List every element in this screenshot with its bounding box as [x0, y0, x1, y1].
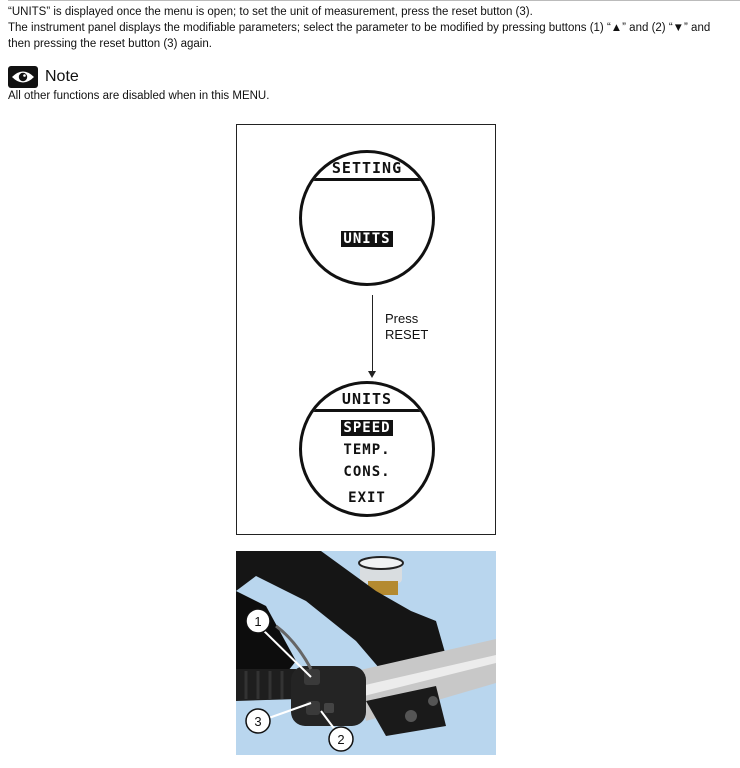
note-title: Note [45, 68, 79, 85]
note-heading [8, 66, 79, 88]
flow-arrow-line [372, 295, 373, 375]
callout-3 [246, 709, 270, 733]
lcd-header-setting: SETTING [302, 153, 432, 181]
eye-icon [8, 66, 38, 88]
lcd-item-exit: EXIT [348, 490, 386, 506]
instruction-paragraph-1: “UNITS” is displayed once the menu is open; to set the unit of measurement, press the reset button (3). [8, 6, 533, 18]
note-text: All other functions are disabled when in this MENU. [8, 90, 270, 102]
callout-1 [246, 609, 270, 633]
menu-flow-diagram [236, 124, 496, 535]
instruction-paragraph-2: The instrument panel displays the modifiable parameters; select the parameter to be modified by pressing buttons (1) “▲” and (2) “▼” and then pressing the reset button (3) again. [8, 22, 711, 50]
lcd-header-units: UNITS [302, 384, 432, 412]
lcd-screen-setting [299, 150, 435, 286]
flow-arrow-head-icon [368, 371, 376, 378]
press-reset-label: Press RESET [385, 311, 429, 342]
top-rule [8, 0, 740, 1]
svg-text:1: 1 [254, 614, 262, 629]
handlebar-controls-photo [236, 551, 496, 755]
svg-text:2: 2 [337, 732, 345, 747]
lcd-screen-units [299, 381, 435, 517]
callout-2 [329, 727, 353, 751]
lcd-item-speed: SPEED [343, 420, 391, 436]
lcd-item-cons: CONS. [343, 464, 391, 480]
lcd-item-units: UNITS [343, 231, 391, 247]
svg-text:3: 3 [254, 714, 262, 729]
lcd-item-temp: TEMP. [343, 442, 391, 458]
